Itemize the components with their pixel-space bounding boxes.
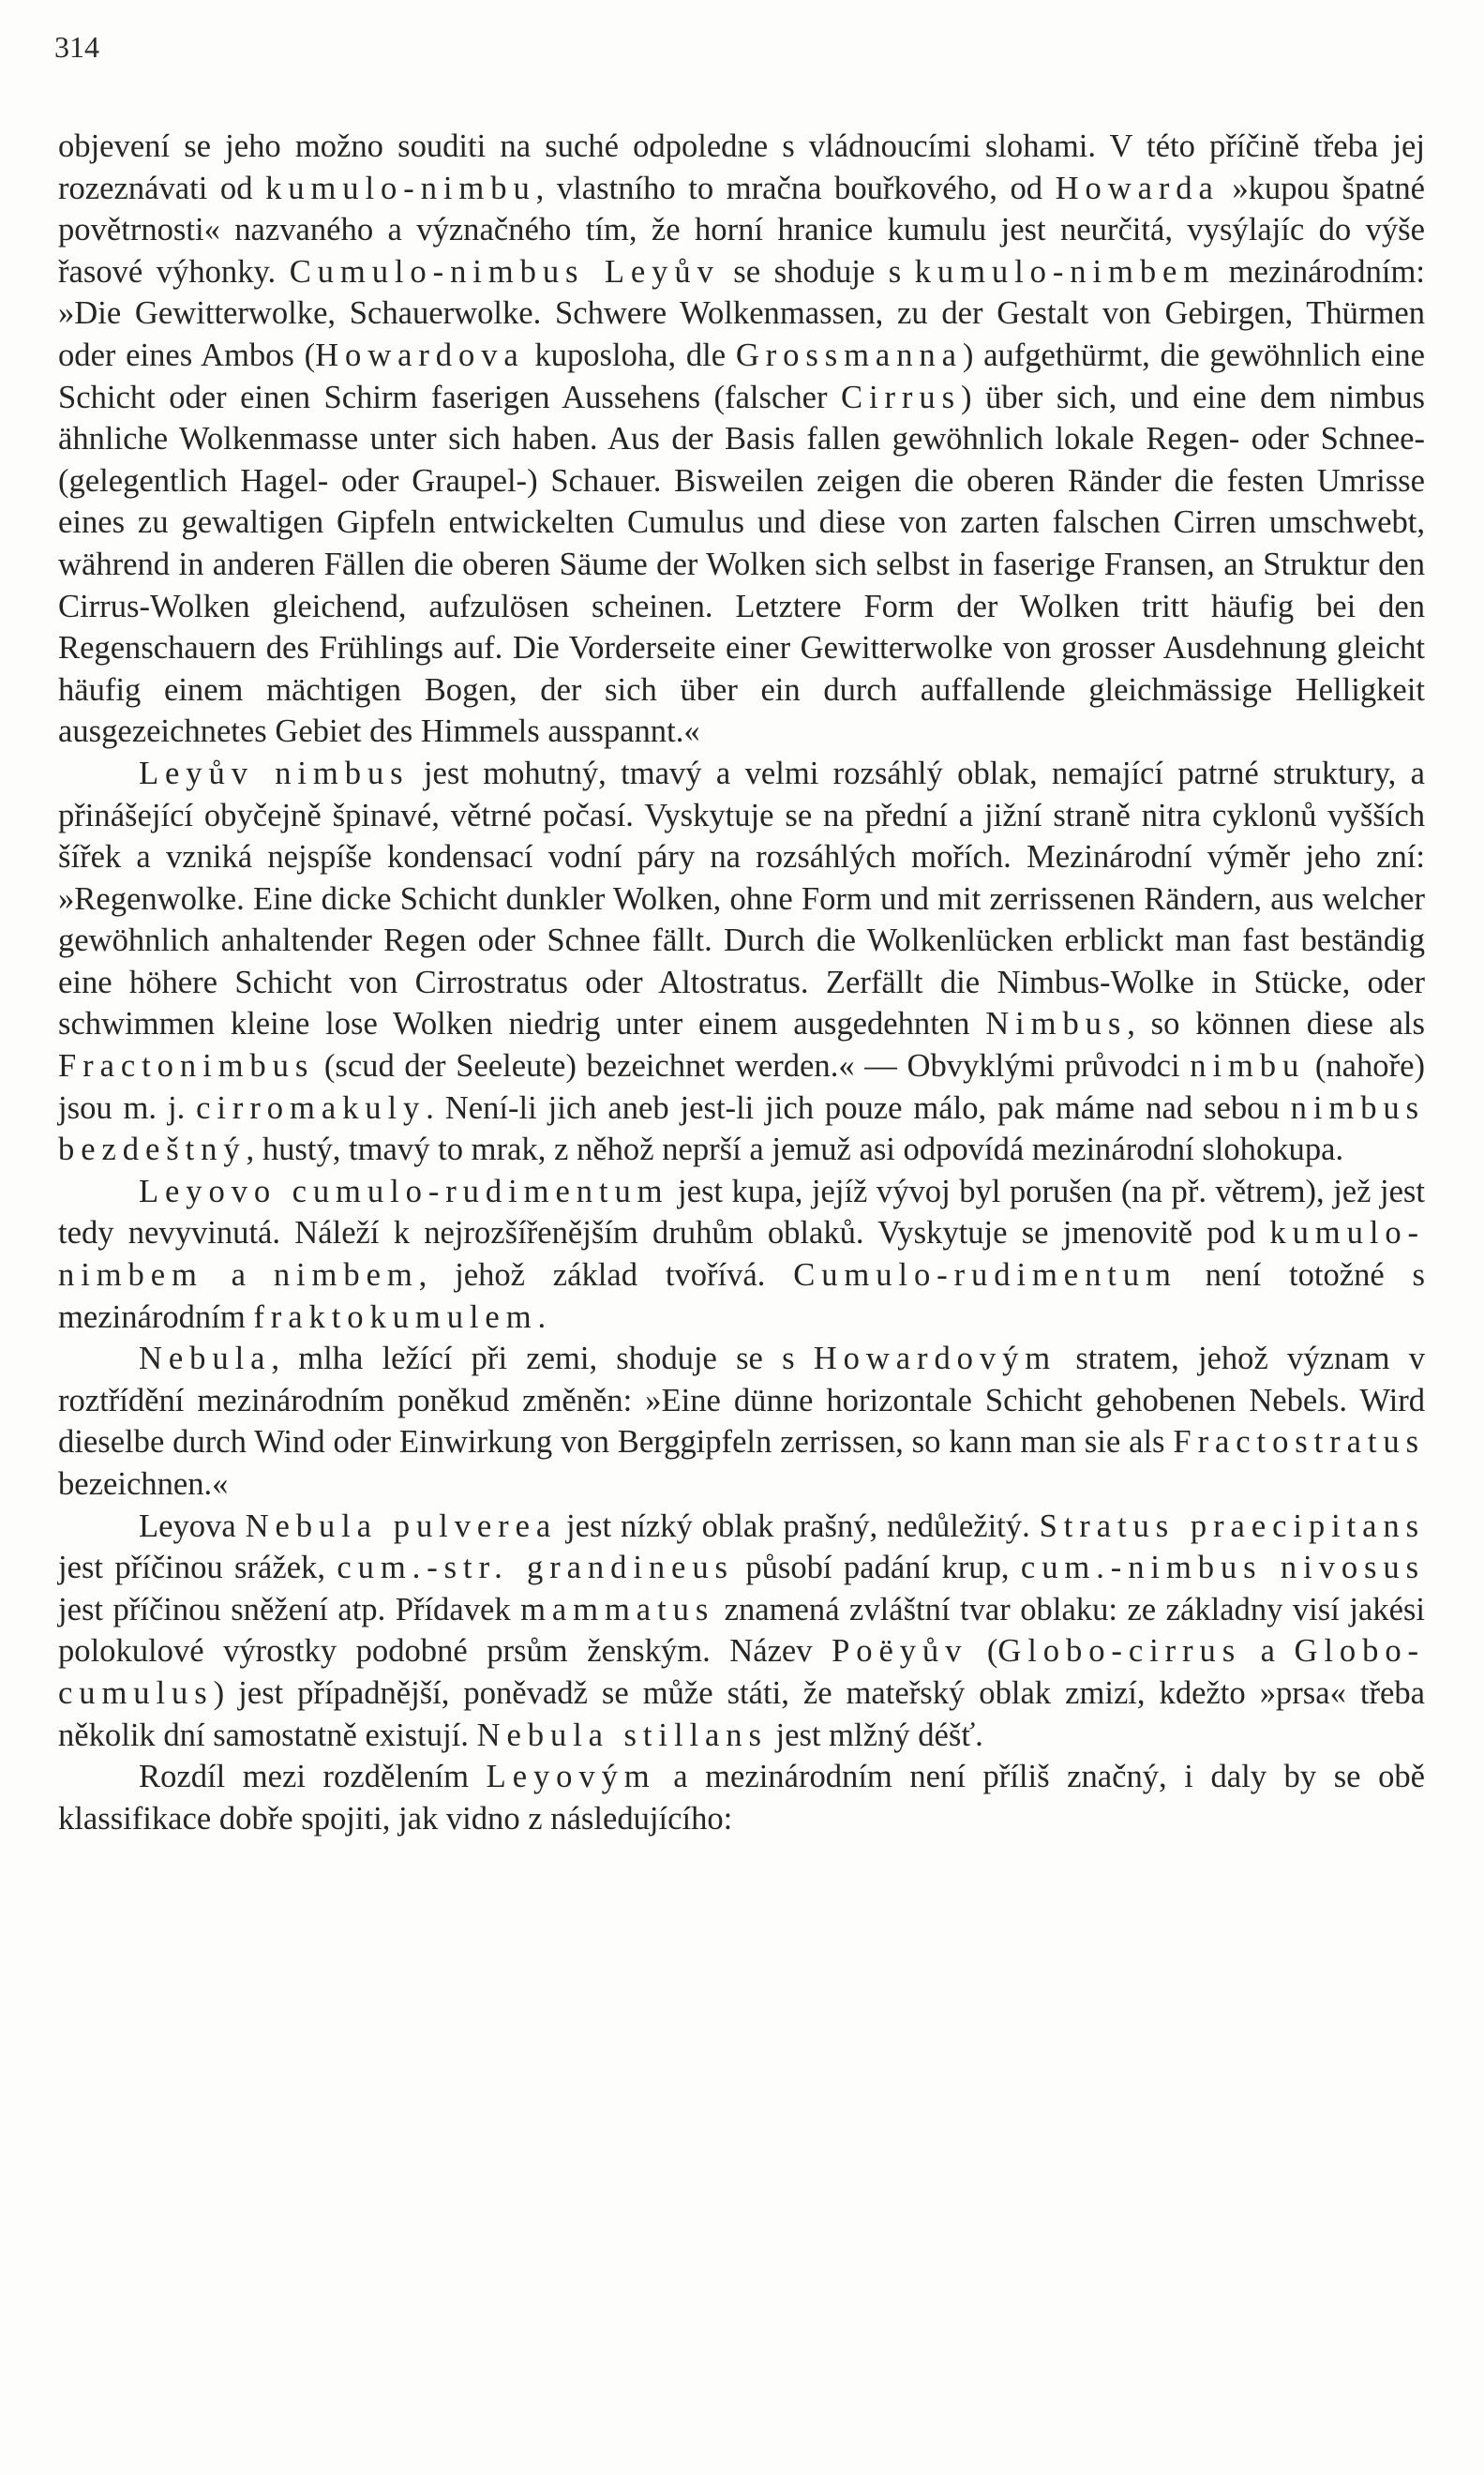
spaced-emphasis: Fractonimbus (58, 1048, 315, 1085)
spaced-emphasis: Fractostratus (1173, 1424, 1425, 1461)
spaced-emphasis: Nimbus (985, 1006, 1128, 1042)
spaced-emphasis: nimbus bezdeštný (58, 1089, 1425, 1168)
text-run: Leyova (139, 1508, 246, 1544)
text-run: jest kupa, jejíž vývoj byl porušen (na př. větrem), jež jest tedy nevyvinutá. Náleží k nejrozšířenějším druhům oblaků. Vyskytuje se jmenovitě pod (58, 1173, 1425, 1252)
spaced-emphasis: Grossmanna (735, 337, 963, 373)
spaced-emphasis: Leyovým (486, 1759, 656, 1795)
text-run: znamená zvláštní tvar oblaku: ze základny visí jakési polokulové výrostky podobné prsům ženským. Název (58, 1591, 1425, 1670)
spaced-emphasis: Nebula stillans (476, 1717, 768, 1753)
text-run: působí padání krup, (733, 1550, 1021, 1586)
text-run: (scud der Seeleute) bezeichnet werden.« — Obvyklými průvodci (314, 1048, 1191, 1085)
text-run: ) jest případnější, poněvadž se může státi, že mateřský oblak zmizí, kdežto »prsa« třeba několik dní samostatně existují. (58, 1674, 1425, 1753)
body-text (58, 126, 1425, 1839)
text-run: stratem, jehož význam v roztřídění mezinárodním poněkud změněn: »Eine dünne horizontale Schicht gehobenen Nebels. Wird dieselbe durch Wind oder Einwirkung von Berggipfeln zerrissen, so kann man sie als (58, 1341, 1425, 1461)
text-run: Rozdíl mezi rozdělením (139, 1759, 487, 1795)
text-run: objevení se jeho možno souditi na suché odpoledne s vládnoucími slohami. V této příčině třeba jej rozeznávati od (58, 128, 1425, 206)
text-run: , vlastního to mračna bouřkového, od (535, 170, 1056, 206)
text-run: mezinárodním: »Die Gewitterwolke, Schauerwolke. Schwere Wolkenmassen, zu der Gestalt von Gebirgen, Thürmen oder eines Ambos ( (58, 253, 1425, 373)
paragraph (58, 1756, 1425, 1839)
spaced-emphasis: mammatus (520, 1591, 715, 1628)
text-run: jest mlžný déšť. (767, 1717, 983, 1753)
text-run: jest příčinou sněžení atp. Přídavek (58, 1591, 521, 1628)
text-run: jest nízký oblak prašný, nedůležitý. (557, 1508, 1040, 1544)
spaced-emphasis: fraktokumulem (253, 1298, 538, 1335)
text-run: ) über sich, und eine dem nimbus ähnliche Wolkenmasse unter sich haben. Aus der Basis fallen gewöhnlich lokale Regen- oder Schnee- (gelegentlich Hagel- oder Graupel-) Schauer. Bisweilen zeigen die oberen Ränder die festen Umrisse eines zu gewaltigen Gipfeln entwickelten Cumulus und diese von zarten falschen Cirren umschwebt, während in anderen Fällen die oberen Säume der Wolken sich selbst in faserige Fransen, an Struktur den Cirrus-Wolken gleichend, aufzulösen scheinen. Letztere Form der Wolken tritt häufig bei den Regenschauern des Frühlings auf. Die Vorderseite einer Gewitterwolke von grosser Ausdehnung gleicht häufig einem mächtigen Bogen, der sich über ein durch auffallende gleichmässige Helligkeit ausgezeichnetes Gebiet des Himmels ausspannt.« (58, 379, 1425, 750)
text-run: jest příčinou srážek, (58, 1550, 337, 1586)
text-run: , hustý, tmavý to mrak, z něhož neprší a jemuž asi odpovídá mezinárodní slohokupa. (246, 1132, 1344, 1168)
spaced-emphasis: cum.-str. grandineus (337, 1550, 734, 1586)
text-run: . (537, 1298, 547, 1335)
spaced-emphasis: Nebula pulverea (245, 1508, 558, 1544)
text-run: bezeichnen.« (58, 1466, 229, 1502)
spaced-emphasis: Globo-cirrus (997, 1633, 1242, 1670)
paragraph (58, 753, 1425, 1171)
text-run: není totožné s mezinárodním (58, 1257, 1426, 1335)
text-run: »kupou špatné povětrnosti« nazvaného a význačného tím, že horní hranice kumulu jest neurčitá, vysýlajíc do výše řasové výhonky. (58, 170, 1426, 290)
spaced-emphasis: Cirrus (840, 379, 961, 415)
spaced-emphasis: kumulo-nimbem (914, 253, 1216, 290)
spaced-emphasis: cirromakuly (196, 1089, 427, 1126)
text-run: ) aufgethürmt, die gewöhnlich eine Schicht oder einen Schirm faserigen Aussehens (falscher (58, 337, 1425, 415)
spaced-emphasis: Cumulo-rudimentum (793, 1257, 1177, 1294)
spaced-emphasis: Leyovo cumulo-rudimentum (139, 1173, 669, 1209)
spaced-emphasis: Leyův nimbus (139, 755, 410, 791)
spaced-emphasis: Cumulo-nimbus Leyův (289, 253, 720, 290)
text-run: . Není-li jich aneb jest-li jich pouze málo, pak máme nad sebou (426, 1089, 1291, 1126)
text-run: jest mohutný, tmavý a velmi rozsáhlý oblak, nemající patrné struktury, a přinášející obyčejně špinavé, větrné počasí. Vyskytuje se na přední a jižní straně nitra cyklonů vyšších šířek a vzniká nejspíše kondensací vodní páry na rozsáhlých mořích. Mezinárodní výměr jeho zní: »Regenwolke. Eine dicke Schicht dunkler Wolken, ohne Form und mit zerrissenen Rändern, aus welcher gewöhnlich anhaltender Regen oder Schnee fällt. Durch die Wolkenlücken erblickt man fast beständig eine höhere Schicht von Cirrostratus oder Altostratus. Zerfällt die Nimbus-Wolke in Stücke, oder schwimmen kleine lose Wolken niedrig unter einem ausgedehnten (58, 755, 1425, 1042)
text-run: a mezinárodním není příliš značný, i daly by se obě klassifikace dobře spojiti, jak vidno z následujícího: (58, 1759, 1425, 1837)
spaced-emphasis: kumulo-nimbem (58, 1215, 1425, 1294)
spaced-emphasis: Howarda (1055, 170, 1220, 206)
spaced-emphasis: nimbu (1190, 1048, 1306, 1085)
spaced-emphasis: kumulo-nimbu (265, 170, 536, 206)
text-run: ( (967, 1633, 998, 1670)
text-run: a (202, 1257, 274, 1294)
paragraph (58, 1171, 1425, 1338)
text-run: (nahoře) jsou m. j. (58, 1048, 1425, 1126)
text-run: a (1241, 1633, 1295, 1670)
paragraph (58, 126, 1425, 753)
spaced-emphasis: Howardova (315, 337, 525, 373)
spaced-emphasis: nimbem (273, 1257, 419, 1294)
spaced-emphasis: Nebula (139, 1341, 272, 1377)
paragraph (58, 1506, 1425, 1757)
page-number: 314 (54, 30, 99, 64)
paragraph (58, 1338, 1425, 1505)
text-run: kuposloha, dle (524, 337, 736, 373)
spaced-emphasis: Poëyův (832, 1633, 968, 1670)
text-run: , mlha ležící při zemi, shoduje se s (271, 1341, 814, 1377)
spaced-emphasis: cum.-nimbus nivosus (1020, 1550, 1425, 1586)
text-run: , so können diese als (1127, 1006, 1425, 1042)
spaced-emphasis: Stratus praecipitans (1039, 1508, 1425, 1544)
text-run: se shoduje s (719, 253, 915, 290)
spaced-emphasis: Globo-cumulus (58, 1633, 1425, 1711)
text-run: , jehož základ tvořívá. (418, 1257, 794, 1294)
spaced-emphasis: Howardovým (813, 1341, 1057, 1377)
